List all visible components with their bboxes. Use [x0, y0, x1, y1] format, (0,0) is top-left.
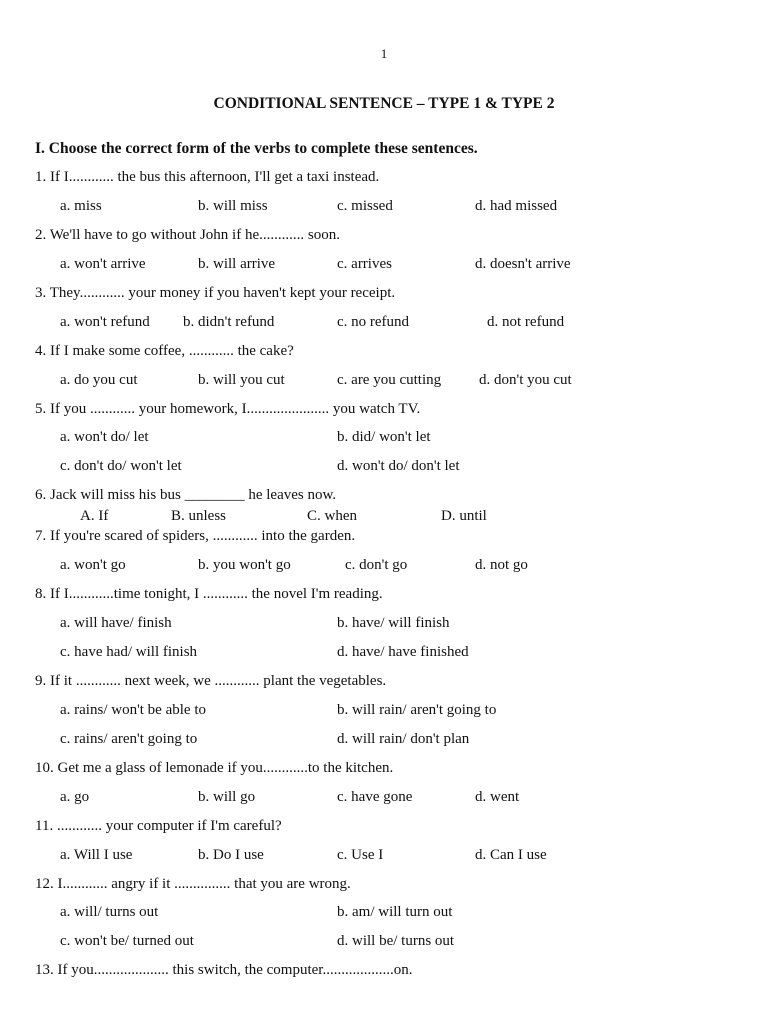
option-4a: a. do you cut	[60, 372, 138, 388]
option-12a: a. will/ turns out	[60, 904, 159, 920]
option-2c: c. arrives	[337, 256, 392, 272]
option-10d: d. went	[475, 789, 520, 805]
option-12d: d. will be/ turns out	[337, 933, 455, 949]
question-4: 4. If I make some coffee, ............ the cake?	[35, 343, 294, 359]
option-1d: d. had missed	[475, 198, 558, 214]
section-heading: I. Choose the correct form of the verbs to complete these sentences.	[35, 140, 478, 157]
option-2b: b. will arrive	[198, 256, 276, 272]
option-2d: d. doesn't arrive	[475, 256, 571, 272]
option-6d: D. until	[441, 508, 487, 524]
page-number: 1	[380, 46, 388, 61]
option-5c: c. don't do/ won't let	[60, 458, 182, 474]
option-7a: a. won't go	[60, 557, 126, 573]
option-10a: a. go	[60, 789, 90, 805]
question-6: 6. Jack will miss his bus ________ he leaves now.	[35, 487, 337, 503]
option-6a: A. If	[80, 508, 109, 524]
question-10: 10. Get me a glass of lemonade if you............to the kitchen.	[35, 760, 394, 776]
option-4d: d. don't you cut	[479, 372, 572, 388]
option-3a: a. won't refund	[60, 314, 150, 330]
option-1a: a. miss	[60, 198, 102, 214]
document-title: CONDITIONAL SENTENCE – TYPE 1 & TYPE 2	[213, 95, 555, 112]
option-11c: c. Use I	[337, 847, 384, 863]
question-2: 2. We'll have to go without John if he............ soon.	[35, 227, 340, 243]
option-12b: b. am/ will turn out	[337, 904, 453, 920]
option-1b: b. will miss	[198, 198, 268, 214]
question-3: 3. They............ your money if you haven't kept your receipt.	[35, 285, 396, 301]
question-1: 1. If I............ the bus this afternoon, I'll get a taxi instead.	[35, 169, 380, 185]
question-5: 5. If you ............ your homework, I...................... you watch TV.	[35, 401, 421, 417]
option-4c: c. are you cutting	[337, 372, 442, 388]
option-11b: b. Do I use	[198, 847, 264, 863]
option-5d: d. won't do/ don't let	[337, 458, 460, 474]
option-6b: B. unless	[171, 508, 227, 524]
option-10c: c. have gone	[337, 789, 413, 805]
option-8d: d. have/ have finished	[337, 644, 469, 660]
option-7d: d. not go	[475, 557, 528, 573]
question-12: 12. I............ angry if it ............... that you are wrong.	[35, 876, 351, 892]
option-8b: b. have/ will finish	[337, 615, 450, 631]
option-9a: a. rains/ won't be able to	[60, 702, 206, 718]
question-13: 13. If you.................... this switch, the computer...................on.	[35, 962, 413, 978]
option-3c: c. no refund	[337, 314, 410, 330]
option-9c: c. rains/ aren't going to	[60, 731, 198, 747]
option-11d: d. Can I use	[475, 847, 547, 863]
option-1c: c. missed	[337, 198, 393, 214]
option-12c: c. won't be/ turned out	[60, 933, 194, 949]
option-9d: d. will rain/ don't plan	[337, 731, 470, 747]
option-6c: C. when	[307, 508, 357, 524]
option-5a: a. won't do/ let	[60, 429, 149, 445]
option-2a: a. won't arrive	[60, 256, 146, 272]
option-11a: a. Will I use	[60, 847, 133, 863]
option-10b: b. will go	[198, 789, 256, 805]
question-8: 8. If I............time tonight, I ............ the novel I'm reading.	[35, 586, 383, 602]
option-7b: b. you won't go	[198, 557, 291, 573]
option-9b: b. will rain/ aren't going to	[337, 702, 497, 718]
option-7c: c. don't go	[345, 557, 408, 573]
option-3d: d. not refund	[487, 314, 565, 330]
option-8c: c. have had/ will finish	[60, 644, 198, 660]
question-11: 11. ............ your computer if I'm careful?	[35, 818, 282, 834]
option-5b: b. did/ won't let	[337, 429, 431, 445]
question-9: 9. If it ............ next week, we ............ plant the vegetables.	[35, 673, 387, 689]
question-7: 7. If you're scared of spiders, ............ into the garden.	[35, 528, 356, 544]
option-4b: b. will you cut	[198, 372, 285, 388]
option-3b: b. didn't refund	[183, 314, 275, 330]
option-8a: a. will have/ finish	[60, 615, 172, 631]
